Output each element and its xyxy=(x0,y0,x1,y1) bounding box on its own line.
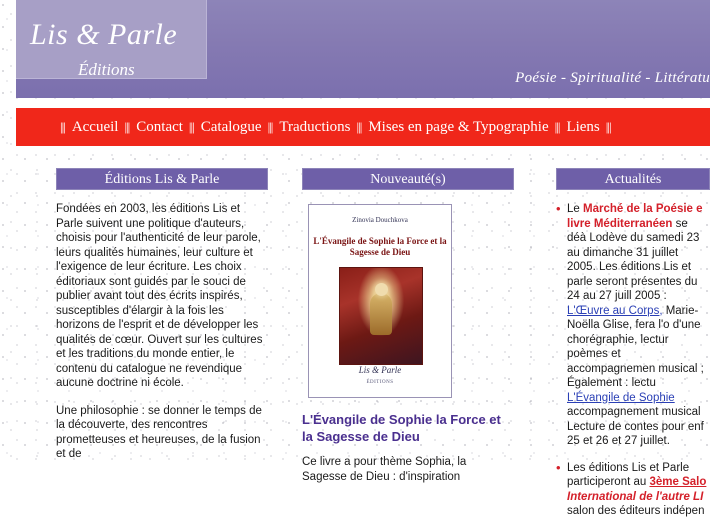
list-item xyxy=(556,461,710,519)
nav-separator-icon: ||| xyxy=(267,119,273,134)
nav-item-contact[interactable]: Contact xyxy=(136,118,183,135)
nav-item-accueil[interactable]: Accueil xyxy=(71,118,119,135)
nav-separator-icon: ||| xyxy=(124,119,130,134)
nav-item-mises-en-page-typographie[interactable]: Mises en page & Typographie xyxy=(368,118,549,135)
news-seg-highlight: livre Méditerranéen xyxy=(567,217,673,230)
nav-separator-icon: ||| xyxy=(605,119,611,134)
nav-separator-icon: ||| xyxy=(60,119,65,134)
content-columns xyxy=(0,168,710,517)
nav-separator-icon: ||| xyxy=(554,119,560,134)
nav-separator-icon: ||| xyxy=(188,119,194,134)
main-navigation[interactable] xyxy=(16,108,710,146)
news-seg-highlight: International de l'autre LI xyxy=(567,490,704,503)
bullet-icon: • xyxy=(556,201,561,216)
news-seg: se dé xyxy=(567,217,688,244)
column-editions xyxy=(56,168,268,475)
news-seg: à Lodève du samedi 23 au dimanche 31 juillet 2005. Les éditions Lis et parle seront présentes du 24 au 27 juill 2005 : xyxy=(567,232,700,302)
list-item xyxy=(556,202,710,449)
book-cover-frame[interactable] xyxy=(308,204,452,398)
editions-paragraph-1: Fondées en 2003, les éditions Lis et Parle suivent une politique d'auteurs, choisis pour l'authenticité de leur parole, leurs qualités humaines, leur culture et l'exigence de leur écriture. Les choix éditoriaux sont guidés par le souci de publier avant tout des écrits inspirés, susceptibles d'élargir à la fois les horizons de l'esprit et de développer les qualités de cœur. Ouvert sur les cultures et les traditions du monde entier, le contenu du catalogue ne revendique aucune doctrine ni école. xyxy=(56,203,263,389)
site-logo-title: Lis & Parle xyxy=(30,18,178,51)
cover-author-text: Zinovia Douchkova xyxy=(352,216,408,224)
column-actualites xyxy=(556,168,710,531)
news-seg: salon des éditeurs indépen xyxy=(567,505,705,517)
nav-item-traductions[interactable]: Traductions xyxy=(279,118,351,135)
site-tagline: Poésie - Spiritualité - Littératu xyxy=(515,70,710,86)
column-heading-nouveautes: Nouveauté(s) xyxy=(302,168,514,190)
nav-item-catalogue[interactable]: Catalogue xyxy=(200,118,262,135)
column-nouveautes xyxy=(302,168,514,484)
news-seg: accompagnement musical Lecture de contes pour enf 25 et 26 et 27 juillet. xyxy=(567,406,704,447)
news-list xyxy=(556,202,710,519)
news-link-oeuvre-au-corps[interactable]: L'Œuvre au Corps, xyxy=(567,304,663,317)
cover-title-text: L'Évangile de Sophie la Force et la Sagesse de Dieu xyxy=(313,236,447,257)
news-link-evangile-de-sophie[interactable]: L'Évangile de Sophie xyxy=(567,391,675,404)
nav-item-liens[interactable]: Liens xyxy=(566,118,600,135)
cover-publisher-subtext: ÉDITIONS xyxy=(366,380,394,385)
news-seg: Les éditions Lis et Parle participeront au xyxy=(567,461,690,488)
editions-body xyxy=(56,202,268,462)
book-cover-image[interactable] xyxy=(313,209,447,391)
editions-paragraph-2: Une philosophie : se donner le temps de la découverte, des rencontres prometteuses et heureuses, de la fusion et de xyxy=(56,404,262,460)
nav-separator-icon: ||| xyxy=(356,119,362,134)
header-inner xyxy=(16,0,710,98)
news-seg: Le xyxy=(567,203,583,215)
cover-artwork-icon xyxy=(339,267,423,365)
column-heading-editions: Éditions Lis & Parle xyxy=(56,168,268,190)
news-seg-highlight: Marché de la Poésie e xyxy=(583,203,703,215)
site-logo-subtitle: Éditions xyxy=(78,60,135,79)
column-heading-actualites: Actualités xyxy=(556,168,710,190)
news-seg: Marie-Noëlla Glise, fera l'o d'une chorégraphie, lectur poèmes et accompagnemen musical ; Également : lectu xyxy=(567,304,704,389)
book-title[interactable]: L'Évangile de Sophie la Force et la Sagesse de Dieu xyxy=(302,412,501,444)
cover-publisher-text: Lis & Parle xyxy=(358,365,402,375)
book-description: Ce livre a pour thème Sophia, la Sagesse de Dieu : d'inspiration xyxy=(302,456,467,483)
news-link-salon-international[interactable]: 3ème Salo xyxy=(649,476,707,488)
bullet-icon: • xyxy=(556,459,561,475)
site-header xyxy=(16,0,710,98)
